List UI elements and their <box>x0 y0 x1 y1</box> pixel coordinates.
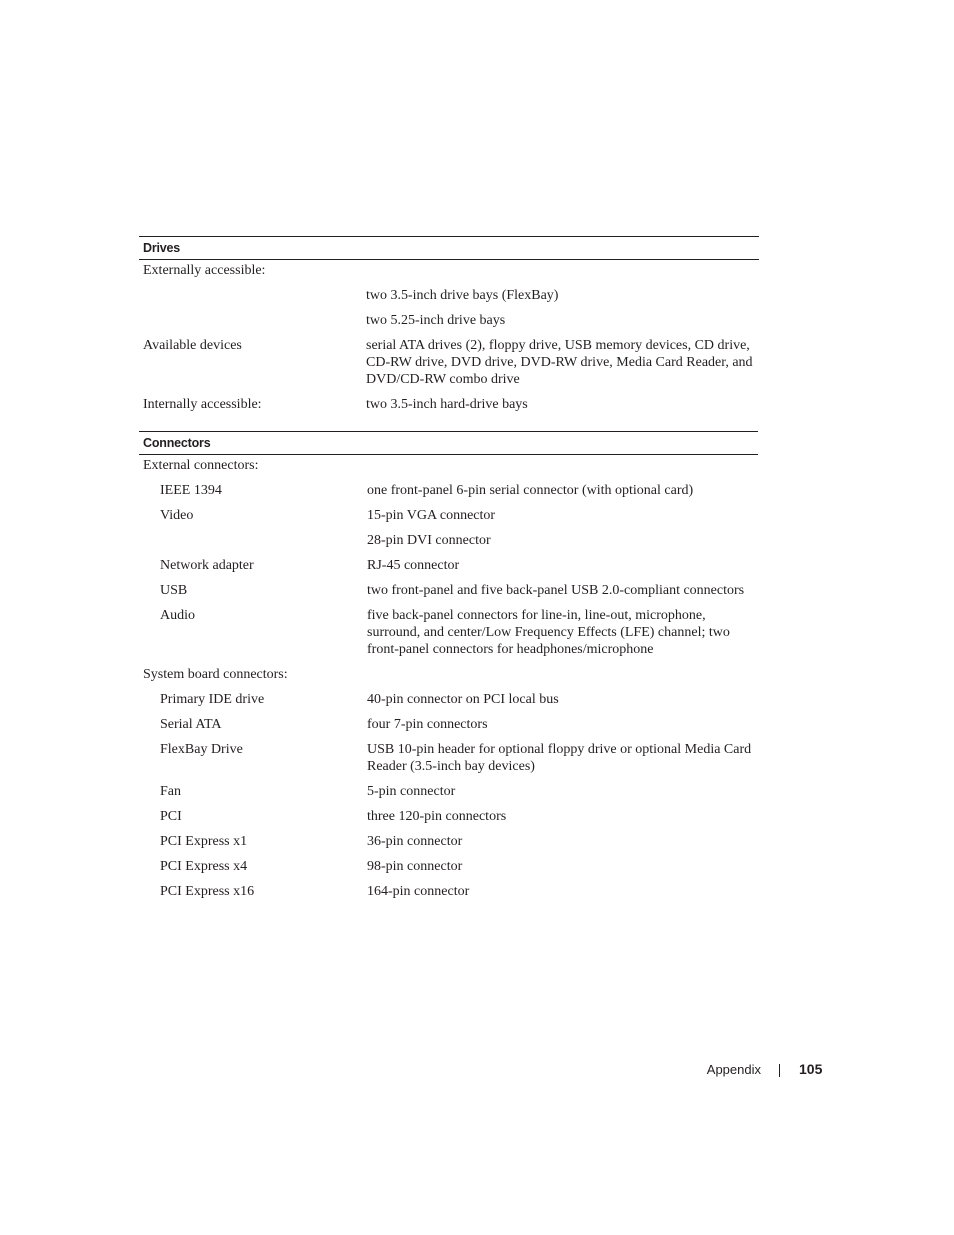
row-value <box>366 260 759 268</box>
drives-table <box>139 236 759 419</box>
row-label: PCI Express x4 <box>160 859 248 874</box>
table-row <box>139 394 759 419</box>
row-value: 164-pin connector <box>367 884 470 899</box>
row-value: four 7-pin connectors <box>367 717 488 732</box>
drives-rows <box>139 260 759 419</box>
row-value: 98-pin connector <box>367 859 463 874</box>
row-label: Internally accessible: <box>143 397 262 412</box>
table-row <box>139 455 758 480</box>
row-label: PCI Express x16 <box>160 884 255 899</box>
row-label: PCI Express x1 <box>160 834 248 849</box>
table-row <box>139 310 759 335</box>
row-value: three 120-pin connectors <box>367 809 507 824</box>
row-value: two 5.25-inch drive bays <box>366 313 506 328</box>
row-value: two 3.5-inch drive bays (FlexBay) <box>366 288 559 303</box>
table-row <box>139 285 759 310</box>
row-label: USB <box>160 583 188 598</box>
row-value: 5-pin connector <box>367 784 456 799</box>
table-row <box>139 781 758 806</box>
row-value <box>367 455 758 463</box>
row-label: Video <box>160 508 194 523</box>
table-row <box>139 806 758 831</box>
row-label: Available devices <box>143 338 242 353</box>
footer-section-name: Appendix <box>706 1062 761 1077</box>
row-value: serial ATA drives (2), floppy drive, USB memory devices, CD drive, CD-RW drive, DVD drive, DVD-RW drive, Media Card Reader, and DVD/CD-RW combo drive <box>366 338 753 387</box>
row-value: 40-pin connector on PCI local bus <box>367 692 559 707</box>
row-value: two 3.5-inch hard-drive bays <box>366 397 528 412</box>
table-row <box>139 505 758 530</box>
table-row <box>139 605 758 664</box>
connectors-table <box>139 431 758 906</box>
row-label: Audio <box>160 608 195 623</box>
table-row <box>139 714 758 739</box>
row-label: Primary IDE drive <box>160 692 265 707</box>
row-value: 36-pin connector <box>367 834 463 849</box>
table-row <box>139 335 759 394</box>
footer-separator <box>779 1064 780 1077</box>
row-label: IEEE 1394 <box>160 483 222 498</box>
row-label: Serial ATA <box>160 717 222 732</box>
table-row <box>139 689 758 714</box>
table-row <box>139 831 758 856</box>
row-value: RJ-45 connector <box>367 558 460 573</box>
row-label: Externally accessible: <box>143 263 266 278</box>
table-row <box>139 555 758 580</box>
row-label: PCI <box>160 809 182 824</box>
table-row <box>139 856 758 881</box>
row-label: System board connectors: <box>143 667 288 682</box>
table-row <box>139 881 758 906</box>
table-row <box>139 480 758 505</box>
table-row <box>139 260 759 285</box>
table-row <box>139 664 758 689</box>
row-value: two front-panel and five back-panel USB 2.0-compliant connectors <box>367 583 745 598</box>
row-value: USB 10-pin header for optional floppy drive or optional Media Card Reader (3.5-inch bay devices) <box>367 742 752 774</box>
drives-header: Drives <box>139 236 759 260</box>
row-value: 15-pin VGA connector <box>367 508 496 523</box>
page-number: 105 <box>799 1061 823 1077</box>
connectors-header: Connectors <box>139 431 758 455</box>
row-label: External connectors: <box>143 458 259 473</box>
page-footer <box>0 1061 954 1081</box>
table-row <box>139 530 758 555</box>
row-label: Network adapter <box>160 558 254 573</box>
table-row <box>139 580 758 605</box>
row-label: Fan <box>160 784 181 799</box>
row-value: 28-pin DVI connector <box>367 533 491 548</box>
row-value: one front-panel 6-pin serial connector (with optional card) <box>367 483 694 498</box>
table-row <box>139 739 758 781</box>
row-label: FlexBay Drive <box>160 742 243 757</box>
connectors-rows <box>139 455 758 906</box>
row-value <box>367 664 758 672</box>
row-value: five back-panel connectors for line-in, line-out, microphone, surround, and center/Low Frequency Effects (LFE) channel; two front-panel connectors for headphones/microphone <box>367 608 730 657</box>
